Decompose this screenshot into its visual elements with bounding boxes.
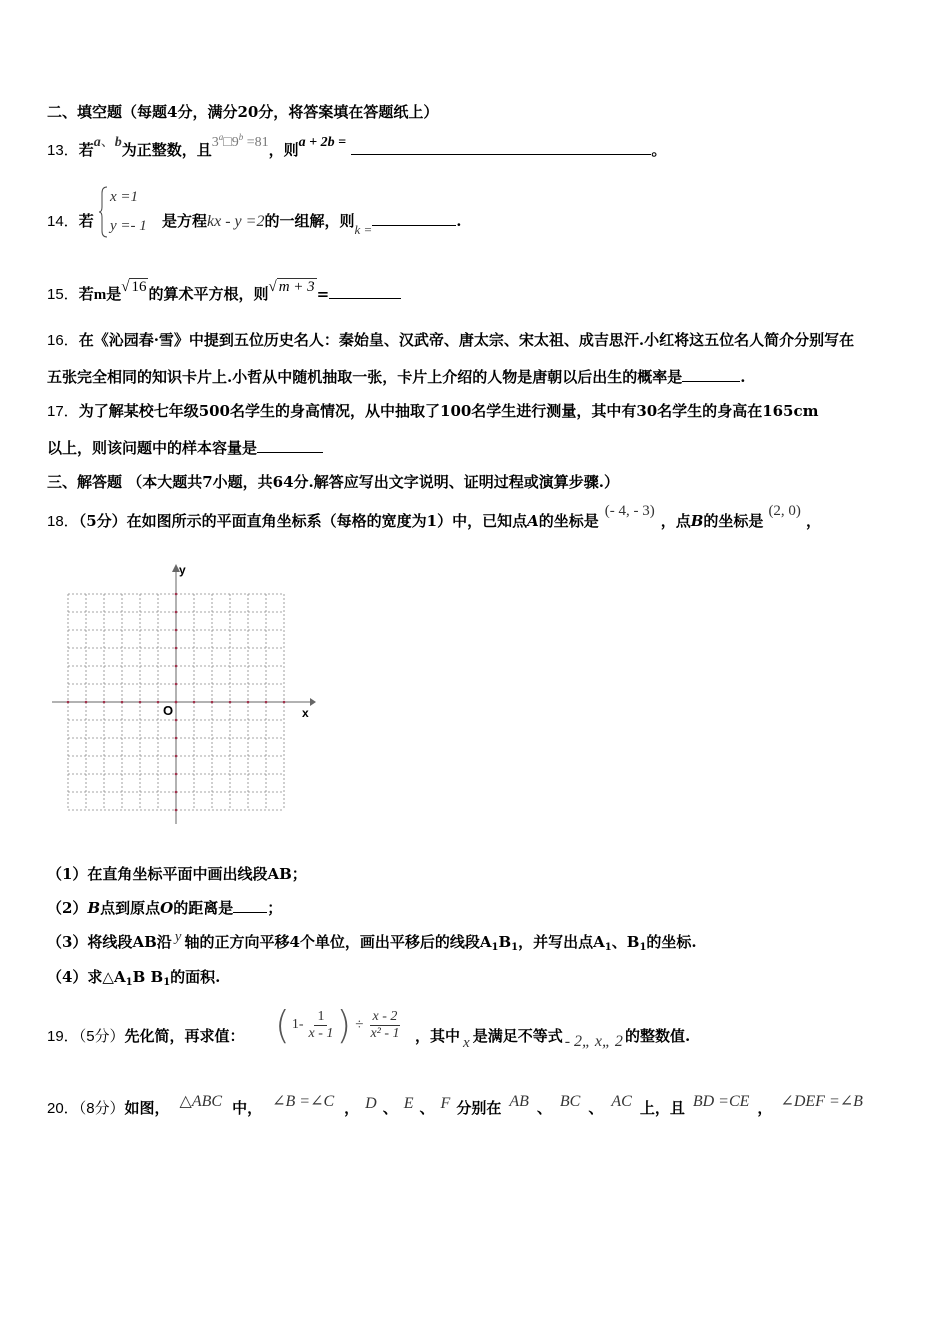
fraction-x-minus-2: $\frac{x - 2}{\text{x² - 1}}$ (370, 1008, 400, 1041)
x-axis-tick (67, 701, 70, 704)
y-axis-tick (175, 629, 178, 632)
q19-expression: ( 1- $\frac{1}{x - 1}$ ) ÷ $\frac{x - 2}{\text{x² - 1}}$ (275, 1000, 403, 1050)
origin-label: O (163, 703, 174, 718)
x-axis-tick (211, 701, 214, 704)
system-eq-1: x =1 (110, 189, 139, 205)
question-16-line-2: 五张完全相同的知识卡片上.小哲从中随机抽取一张，卡片上介绍的人物是唐朝以后出生的概率是 . (47, 368, 746, 386)
x-axis-tick (85, 701, 88, 704)
question-14: 14．若 (47, 212, 94, 230)
right-paren: ) (336, 1003, 352, 1047)
q18-2-answer-blank[interactable] (233, 898, 267, 913)
question-16: 16．在《沁园春·雪》中提到五位历史名人：秦始皇、汉武帝、唐太宗、宋太祖、成吉思汗.小红将这五位名人简介分别写在 (47, 331, 855, 349)
x-axis-tick (229, 701, 232, 704)
q14-answer-blank[interactable] (372, 211, 456, 226)
question-17-line-2: 以上，则该问题中的样本容量是 (47, 438, 323, 458)
q16-answer-blank[interactable] (682, 367, 740, 382)
question-18: 18．（5分）在如图所示的平面直角坐标系（每格的宽度为1）中，已知点A的坐标是(- 4, - 3)，点B的坐标是(2, 0)， (47, 503, 821, 530)
question-13: 13．若a、b为正整数，且$3^a□9^b =81$，则a + 2b = 。 (47, 132, 667, 159)
y-axis-tick (175, 665, 178, 668)
fraction-1-over-x-minus-1: $\frac{1}{x - 1}$ (308, 1008, 334, 1041)
y-axis-label: y (179, 563, 186, 577)
x-axis-label: x (302, 706, 309, 720)
y-axis-tick (175, 737, 178, 740)
q14-rest: 是方程kx - y =2的一组解，则k = . (162, 212, 462, 237)
question-15: 15．若m是√ 16 的算术平方根，则√ m + 3 = (47, 284, 401, 305)
x-axis-tick (193, 701, 196, 704)
q15-answer-blank[interactable] (329, 284, 401, 299)
sqrt-16: √ 16 (121, 279, 147, 295)
system-brace (99, 186, 109, 238)
y-axis-tick (175, 593, 178, 596)
coordinate-grid (48, 560, 323, 830)
x-axis-tick (265, 701, 268, 704)
q18-part-1: （1）在直角坐标平面中画出线段AB； (47, 865, 307, 883)
q13-answer-blank[interactable] (351, 140, 651, 155)
x-axis-tick (283, 701, 286, 704)
x-axis-tick (139, 701, 142, 704)
x-axis-tick (121, 701, 124, 704)
y-axis-tick (175, 773, 178, 776)
y-axis-tick (175, 791, 178, 794)
left-paren: ( (275, 1003, 290, 1047)
x-axis-tick (103, 701, 106, 704)
y-axis-tick (175, 701, 178, 704)
q18-part-2: （2）B点到原点O的距离是 ； (47, 899, 283, 917)
y-axis-tick (175, 755, 178, 758)
q19-rest: ，其中 x 是满足不等式 - 2„ x„ 2 的整数值. (415, 1027, 691, 1051)
y-axis-tick (175, 719, 178, 722)
q18-part-4: （4）求$\triangle A_1B$ $B_1$的面积. (47, 968, 221, 988)
section-2-heading: 二、填空题（每题4分，满分20分，将答案填在答题纸上） (47, 103, 439, 121)
question-19: 19．（5分）先化简，再求值： (47, 1027, 245, 1045)
q13-equation: $3^a□9^b =81$ (211, 132, 269, 150)
y-axis-tick (175, 647, 178, 650)
x-axis-tick (247, 701, 250, 704)
y-axis-tick (175, 683, 178, 686)
y-axis-tick (175, 809, 178, 812)
q17-answer-blank[interactable] (257, 438, 323, 453)
y-axis-tick (175, 611, 178, 614)
question-17: 17．为了解某校七年级500名学生的身高情况，从中抽取了100名学生进行测量，其中有30名学生的身高在165cm (47, 402, 819, 420)
x-axis-tick (157, 701, 160, 704)
section-3-heading: 三、解答题 （本大题共7小题，共64分.解答应写出文字说明、证明过程或演算步骤.） (47, 473, 619, 491)
system-eq-2: y =- 1 (110, 218, 147, 234)
question-20: 20．（8分）如图， △ABC 中， ∠B =∠C ， D 、 E 、 F 分别在 AB 、 BC 、 AC 上，且 BD =CE ， ∠DEF =∠B (47, 1093, 863, 1117)
x-axis-arrow (310, 698, 316, 706)
sqrt-m-plus-3: √ m + 3 (268, 279, 315, 295)
q18-part-3: （3）将线段AB沿 y 轴的正方向平移4个单位，画出平移后的线段$A_1B_1$，并写出点$A_1$、$B_1$的坐标. (47, 929, 697, 953)
